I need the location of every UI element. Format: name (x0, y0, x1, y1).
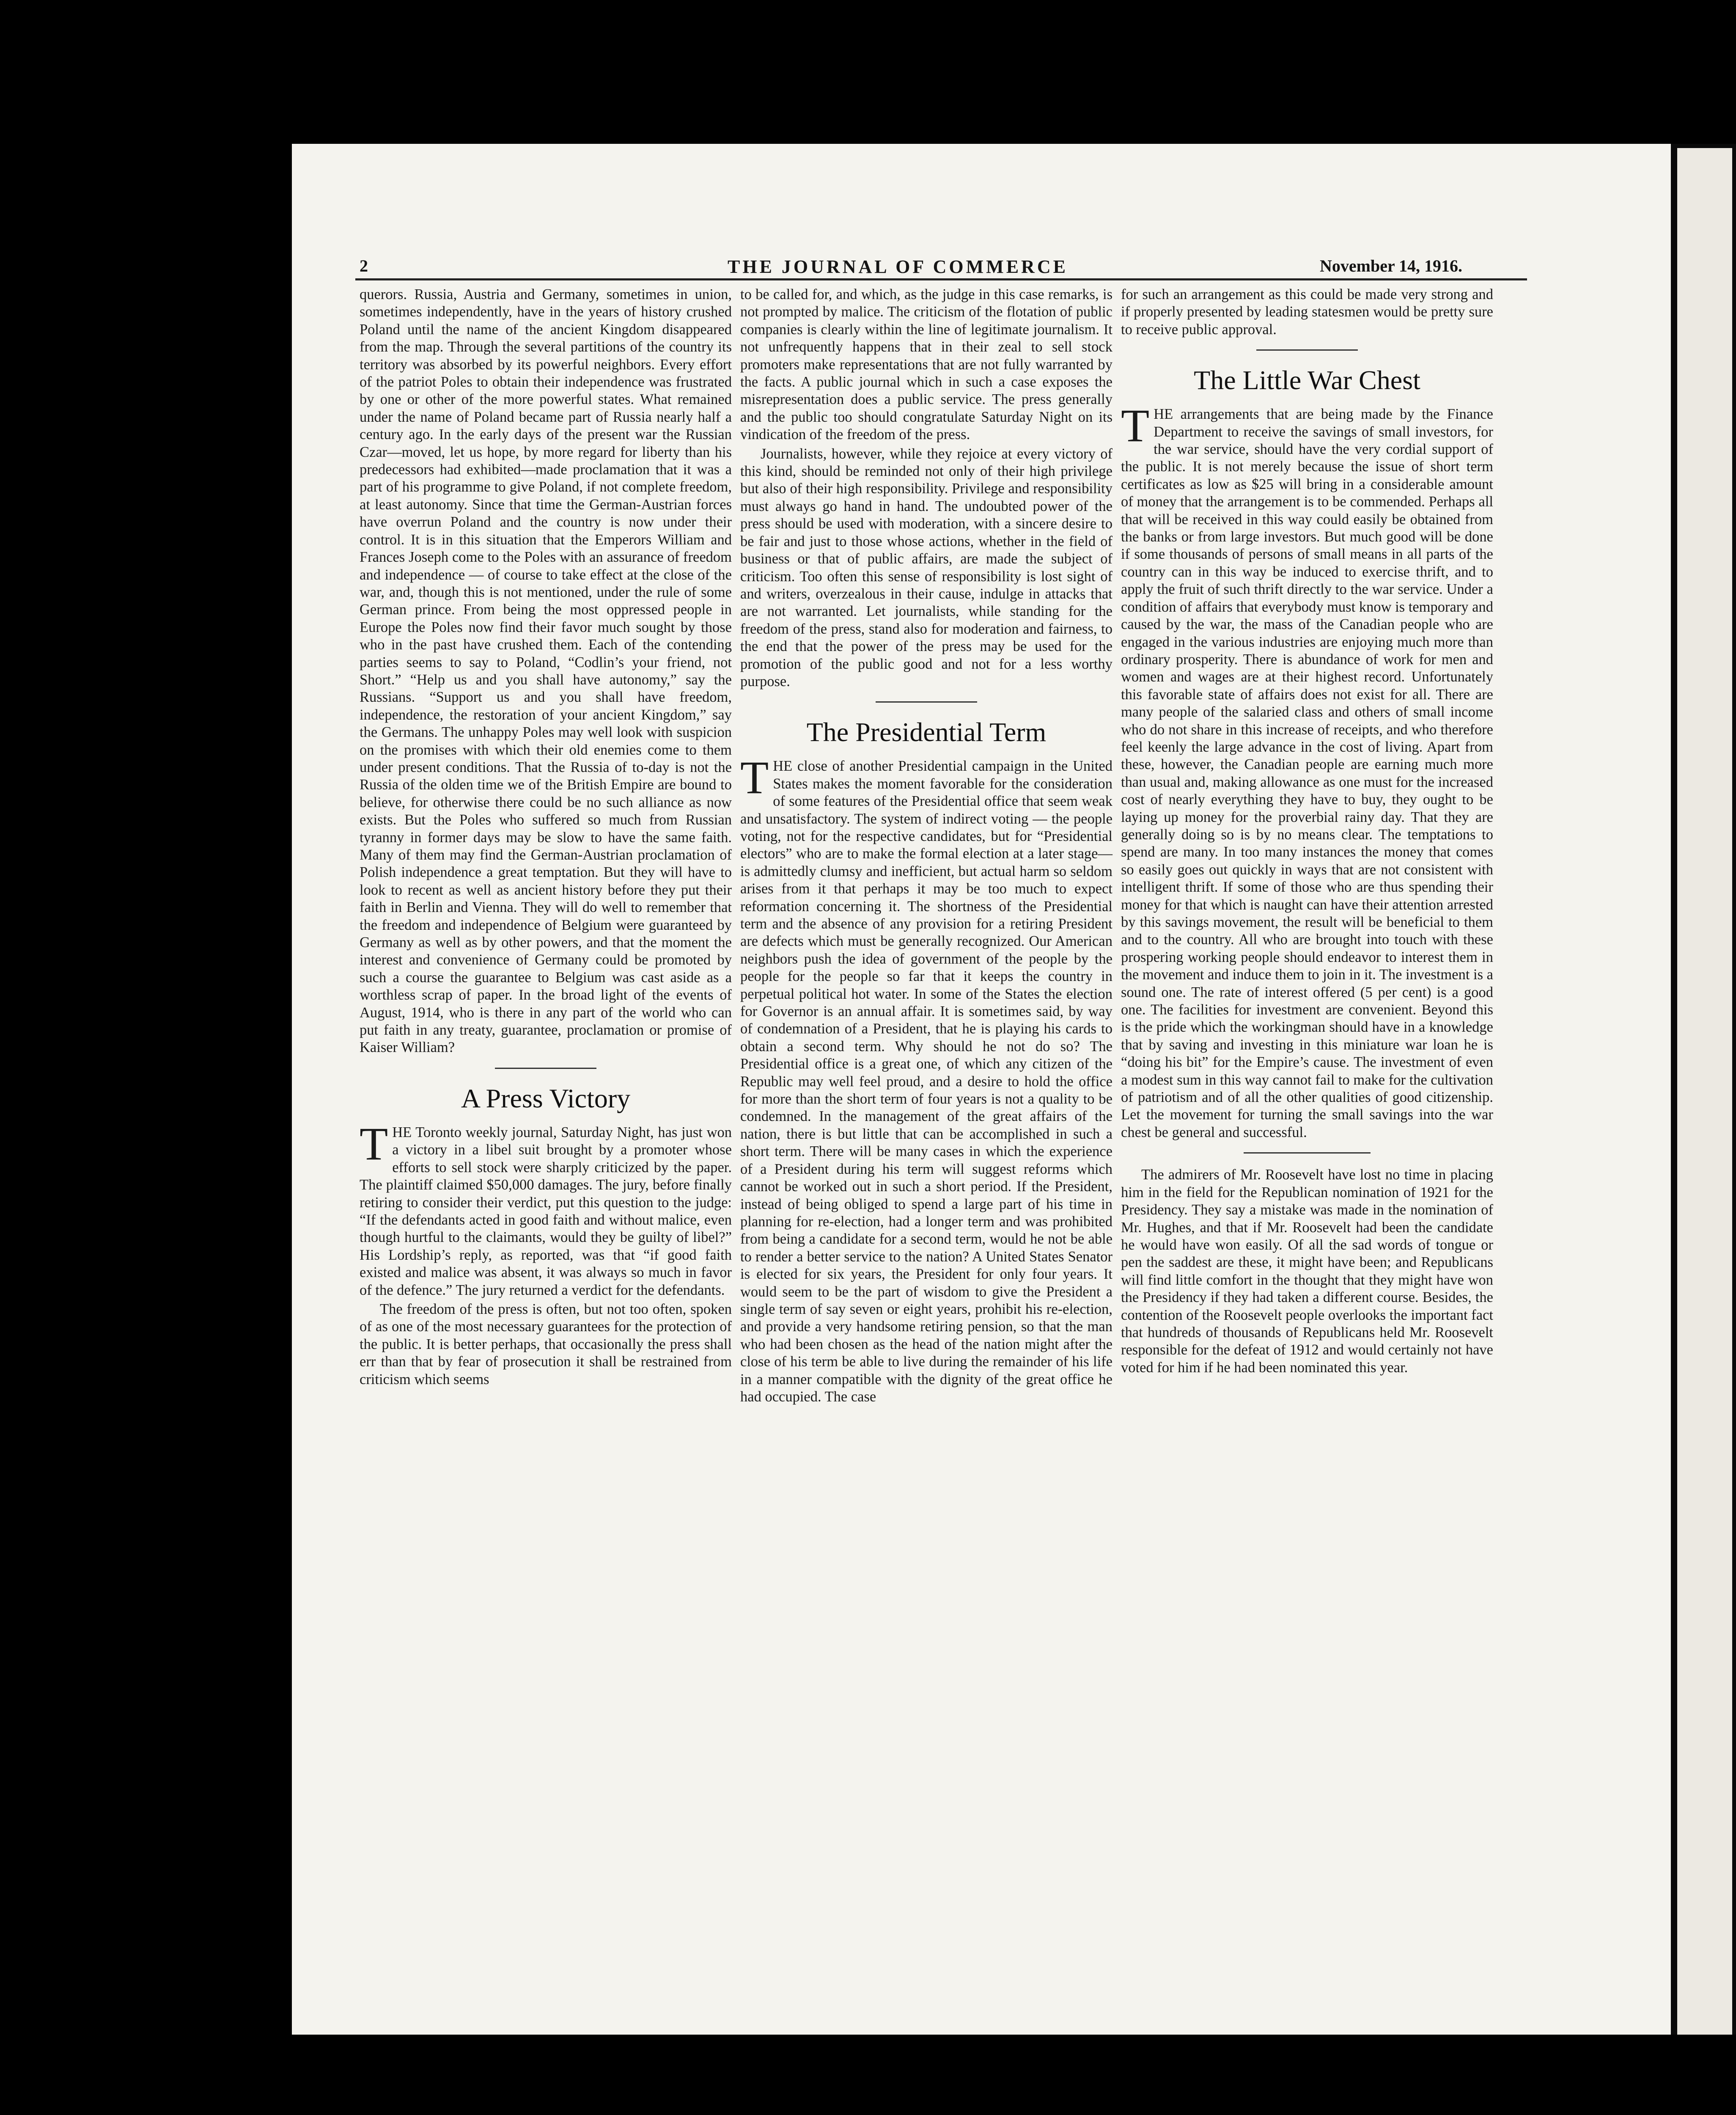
issue-date: November 14, 1916. (1320, 256, 1462, 275)
little-war-chest-text: THE arrangements that are being made by the Finance Department to receive the savings of small investors, for the war service, should have the very cordial support of the public. It is not merely because the issue of short term certificates as low as $25 will bring in a considerable amount of money that the arrangement is to be commended. Perhaps all that will be received in this way could easily be obtained from the banks or from large investors. But much good will be done if some thousands of persons of small means in all parts of the country can in this way be induced to exercise thrift, and to apply the fruit of such thrift directly to the war service. Under a condition of affairs that everybody must know is temporary and caused by the war, the mass of the Canadian people who are engaged in the various industries are enjoying much more than ordinary prosperity. There is abundance of work for men and women and wages are at their highest record. Unfortunately this favorable state of affairs does not exist for all. There are many people of the salaried class and others of small income who do not share in this increase of receipts, and who therefore feel keenly the large advance in the cost of living. Apart from these, however, the Canadian people are earning much more than usual and, making allowance as one must for the increased cost of nearly everything they have to buy, they ought to be laying up money for the proverbial rainy day. That they are generally doing so is by no means clear. The temptations to spend are many. In too many instances the money that comes so easily goes out quickly in ways that are not consistent with intelligent thrift. If some of those who are thus spending their money for that which is naught can have their attention arrested by this savings movement, the result will be beneficial to them and to the country. All who are brought into touch with these prospering working people should endeavor to interest them in the movement and induce them to join in it. The investment is a sound one. The rate of interest offered (5 per cent) is a good one. The facilities for investment are convenient. Beyond this is the pride which the workingman should have in a knowledge that by saving and investing in this miniature war loan he is “doing his bit” for the Empire’s cause. The investment of even a modest sum in this way cannot fail to make for the cultivation of patriotism and of all the other qualities of good citizenship. Let the movement for turning the small savings into the war chest be general and successful. (1121, 400, 1493, 1140)
page-number: 2 (360, 256, 368, 275)
presidential-term-text: THE close of another Presidential campaign in the United States makes the moment favorable for the consideration of some features of the Presidential office that seem weak and unsatisfactory. The system of indirect voting — the people voting, not for the respective candidates, but for “Presidential electors” who are to make the formal election at a later stage—is admittedly clumsy and inefficient, but actual harm so seldom arises from it that perhaps it may be too much to expect reformation concerning it. The shortness of the Presidential term and the absence of any provision for a retiring President are defects which must be generally recognized. Our American neighbors push the idea of government of the people by the people for the people so far that it keeps the country in perpetual political hot water. In some of the States the election for Governor is an annual affair. It is sometimes said, by way of condemnation of a President, that he is playing his cards to obtain a second term. Why should he not do so? The Presidential office is a great one, of which any citizen of the Republic may well feel proud, and a desire to hold the office for more than the short term of four years is not a quality to be condemned. In the management of the great affairs of the nation, there is but little that can be accomplished in such a short term. There will be many cases in which the experience of a President during his term will suggest reforms which cannot be worked out in such a short period. If the President, instead of being obliged to spend a large part of his time in planning for re-election, had a longer term and was prohibited from being a candidate for a second term, would he not be able to render a better service to the nation? A United States Senator is elected for six years, the President for only four years. It would seem to be the part of wisdom to give the President a single term of say seven or eight years, prohibit his re-election, and provide a very handsome retiring pension, so that the man who had been chosen as the head of the nation might after the close of his term be able to live during the remainder of his life in a manner compatible with the dignity of the great office he had occupied. The case (740, 752, 1112, 1405)
roosevelt-paragraph: The admirers of Mr. Roosevelt have lost no time in placing him in the field for the Republican nomination of 1921 for the Presidency. They say a mistake was made in the nomination of Mr. Hughes, and that if Mr. Roosevelt had been the candidate he would have won easily. Of all the sad words of tongue or pen the saddest are these, it might have been; and Republicans will find little comfort in the thought that they might have won the Presidency if they had taken a different course. Besides, the contention of the Roosevelt people overlooks the important fact that hundreds of thousands of Republicans held Mr. Roosevelt responsible for the defeat of 1912 and would certainly not have voted for him if he had been nominated this year. (1121, 1167, 1493, 1376)
presidential-term-heading: The Presidential Term (806, 717, 1047, 747)
press-victory-heading: A Press Victory (461, 1083, 631, 1113)
column-1 (360, 286, 732, 1390)
article-divider (876, 701, 977, 703)
adjacent-page-edge (1677, 148, 1732, 2035)
column-3 (1121, 286, 1493, 1378)
presidential-term-continued: for such an arrangement as this could be made very strong and if properly presented by leading statesmen would be pretty sure to receive public approval. (1121, 286, 1493, 338)
press-victory-lead: THE Toronto weekly journal, Saturday Night, has just won a victory in a libel suit brought by a promoter whose efforts to sell stock were sharply criticized by the paper. The plaintiff claimed $50,000 damages. The jury, before finally retiring to consider their verdict, put this question to the judge: “If the defendants acted in good faith and without malice, even though hurtful to the claimants, would they be guilty of libel?” His Lordship’s reply, as reported, was that “if good faith existed and malice was absent, it was always so much in favor of the defence.” The jury returned a verdict for the defendants. (360, 1118, 732, 1298)
press-victory-continued: to be called for, and which, as the judge in this case remarks, is not prompted by malice. The criticism of the flotation of public companies is clearly within the line of legitimate journalism. It not unfrequently happens that in their zeal to sell stock promoters make representations that are not fully warranted by the facts. A public journal which in such a case exposes the misrepresentation does a public service. The press generally and the public too should congratulate Saturday Night on its vindication of the freedom of the press. (740, 286, 1112, 443)
header-rule (355, 278, 1527, 280)
little-war-chest-heading: The Little War Chest (1194, 365, 1420, 396)
newspaper-page (292, 144, 1671, 2035)
journal-title: THE JOURNAL OF COMMERCE (728, 256, 1068, 277)
column-2 (740, 286, 1112, 1407)
article-divider (495, 1068, 596, 1069)
journalists-paragraph: Journalists, however, while they rejoice at every victory of this kind, should be reminded not only of their high privilege but also of their high responsibility. Privilege and responsibility must always go hand in hand. The undoubted power of the press should be used with moderation, with a sincere desire to be fair and just to those whose actions, whether in the field of business or that of public affairs, are made the subject of criticism. Too often this sense of responsibility is lost sight of and writers, overzealous in their cause, indulge in attacks that are not warranted. Let journalists, while standing for the freedom of the press, stand also for moderation and fairness, to the end that the power of the press may be used for the promotion of the public good and not for a less worthy purpose. (740, 445, 1112, 689)
poland-article-text: querors. Russia, Austria and Germany, sometimes in union, sometimes independently, have in the years of history crushed Poland until the name of the ancient Kingdom disappeared from the map. Through the several partitions of the country its territory was absorbed by its powerful neighbors. Every effort of the patriot Poles to obtain their independence was frustrated by one or other of the more powerful states. What remained under the name of Poland became part of Russia nearly half a century ago. In the early days of the present war the Russian Czar—moved, let us hope, by more regard for liberty than his predecessors had exhibited—made proclamation that it was a part of his programme to give Poland, if not complete freedom, at least autonomy. Since that time the German-Austrian forces have overrun Poland and the country is now under their control. It is in this situation that the Emperors William and Frances Joseph come to the Poles with an assurance of freedom and independence — of course to take effect at the close of the war, and, though this is not mentioned, under the rule of some German prince. From being the most oppressed people in Europe the Poles now find their favor much sought by those who in the past have crushed them. Each of the contending parties seems to say to Poland, “Codlin’s your friend, not Short.” “Help us and you shall have autonomy,” say the Russians. “Support us and you shall have freedom, independence, the restoration of your ancient Kingdom,” say the Germans. The unhappy Poles may well look with suspicion on the promises with which their old enemies come to them under present conditions. That the Russia of to-day is not the Russia of the olden time we of the British Empire are bound to believe, for otherwise there could be no such alliance as now exists. But the Poles who suffered so much from Russian tyranny in former days may be slow to have the same faith. Many of them may find the German-Austrian proclamation of Polish independence a great temptation. But they will have to look to recent as well as ancient history before they put their faith in Berlin and Vienna. They will do well to remember that the freedom and independence of Belgium were guaranteed by Germany as well as by other powers, and that the moment the interest and convenience of Germany could be promoted by such a course the guarantee to Belgium was cast aside as a worthless scrap of paper. In the broad light of the events of August, 1914, who is there in any part of the world who can put faith in any treaty, guarantee, proclamation or promise of Kaiser William? (360, 286, 732, 1056)
article-divider (1244, 1152, 1371, 1154)
article-divider (1256, 349, 1358, 351)
press-victory-text: The freedom of the press is often, but not too often, spoken of as one of the most necessary guarantees for the protection of the public. It is better perhaps, that occasionally the press shall err than that by fear of prosecution it shall be restrained from criticism which seems (360, 1301, 732, 1387)
